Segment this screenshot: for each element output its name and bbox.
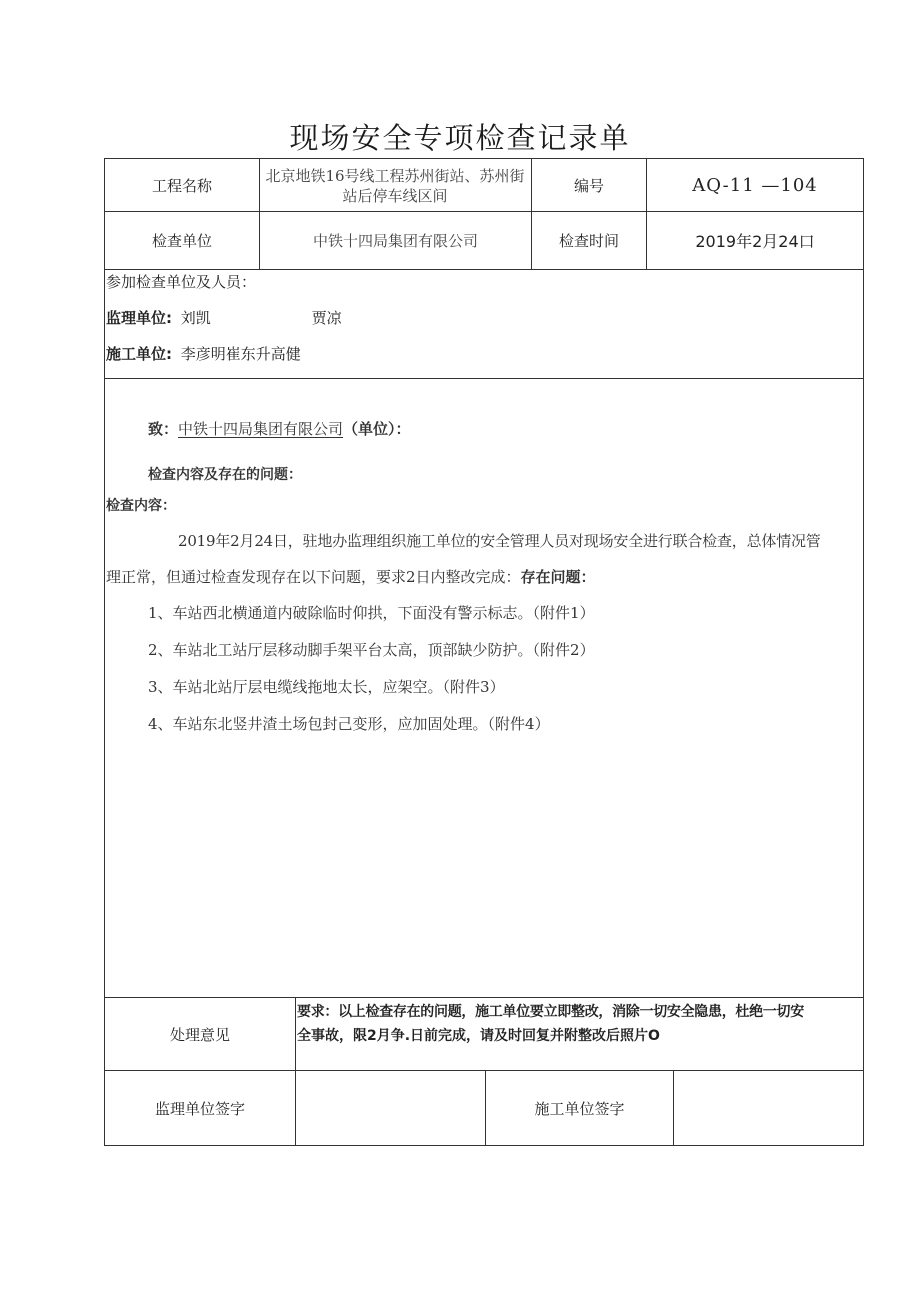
content-heading: 检查内容：	[106, 498, 176, 514]
content-problem-heading: 检查内容及存在的问题：	[148, 467, 302, 483]
inspect-time-label: 检查时间	[558, 232, 619, 250]
supervision-signature-field[interactable]	[296, 1071, 485, 1145]
number-label: 编号	[573, 176, 604, 195]
row-divider	[105, 378, 863, 379]
construction-signature-label: 施工单位签字	[534, 1099, 625, 1118]
construction-persons: 李彦明崔东升高健	[180, 345, 301, 363]
issue-item: 1、车站西北横通道内破除临时仰拱，下面没有警示标志。（附件1）	[148, 604, 595, 622]
content-paragraph-text: 理正常，但通过检查发现存在以下问题，要求2日内整改完成：	[106, 568, 521, 586]
opinion-label: 处理意见	[169, 1025, 230, 1044]
supervision-person: 刘凯	[180, 309, 211, 327]
construction-signature-field[interactable]	[674, 1071, 863, 1145]
construction-row	[106, 343, 301, 365]
supervision-label: 监理单位:	[106, 309, 172, 327]
content-paragraph-line	[106, 566, 596, 587]
issue-item: 4、车站东北竖井渣土场包封己变形，应加固处理。（附件4）	[148, 715, 550, 733]
content-paragraph-line: 2019年2月24日，驻地办监理组织施工单位的安全管理人员对现场安全进行联合检查，总体情况管	[178, 532, 821, 550]
participants-heading: 参加检查单位及人员：	[106, 273, 257, 291]
opinion-line: 全事故，限2月争.日前完成，请及时回复并附整改后照片O	[297, 1028, 660, 1044]
opinion-line: 要求：以上检查存在的问题，施工单位要立即整改，消除一切安全隐患，杜绝一切安	[297, 1004, 804, 1020]
project-name-label: 工程名称	[151, 176, 212, 195]
supervision-person: 贾凉	[311, 309, 342, 327]
issue-item: 2、车站北工站厅层移动脚手架平台太高，顶部缺少防护。（附件2）	[148, 641, 595, 659]
inspect-unit-value: 中铁十四局集团有限公司	[312, 232, 478, 250]
recipient-line	[148, 418, 411, 439]
recipient-prefix: 致：	[148, 420, 179, 438]
issues-heading: 存在问题：	[520, 568, 596, 586]
recipient-suffix: （单位）：	[343, 420, 411, 438]
project-name-value: 北京地铁16号线工程苏州街站、苏州街站后停车线区间	[265, 167, 525, 205]
row-divider	[105, 269, 863, 270]
issue-item: 3、车站北站厅层电缆线拖地太长，应架空。（附件3）	[148, 678, 505, 696]
construction-label: 施工单位:	[106, 345, 172, 363]
page-title: 现场安全专项检查记录单	[289, 121, 631, 155]
number-value: AQ-11 —104	[692, 174, 818, 196]
supervision-signature-label: 监理单位签字	[154, 1099, 245, 1118]
supervision-row	[106, 307, 342, 329]
recipient-unit: 中铁十四局集团有限公司	[178, 420, 344, 438]
inspect-time-value: 2019年2月24口	[695, 232, 815, 251]
inspect-unit-label: 检查单位	[151, 232, 212, 250]
